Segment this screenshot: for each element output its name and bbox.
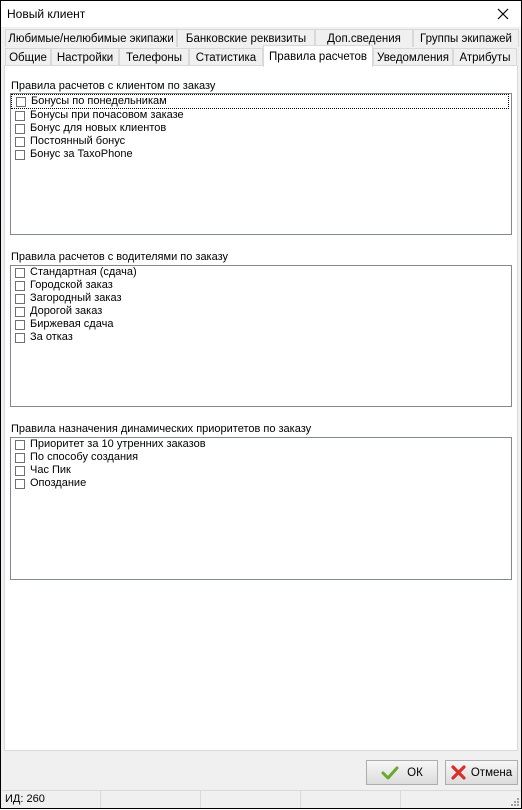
item-label: Бонус для новых клиентов	[30, 122, 167, 134]
list-item[interactable]	[11, 94, 509, 109]
list-item[interactable]	[11, 451, 511, 464]
item-label: Приоритет за 10 утренних заказов	[30, 438, 206, 450]
status-cell-empty	[301, 791, 401, 808]
tab-label: Уведомления	[377, 51, 449, 64]
list-item[interactable]	[11, 109, 511, 122]
tab-label: Общие	[9, 51, 47, 64]
checkbox[interactable]	[15, 320, 25, 330]
resize-grip-icon[interactable]	[508, 795, 520, 807]
checkbox[interactable]	[15, 466, 25, 476]
tab-label: Статистика	[195, 51, 257, 64]
item-label: Бонус за TaxoPhone	[30, 148, 133, 160]
tab-label: Атрибуты	[459, 51, 511, 64]
priority-rules-list[interactable]	[10, 437, 512, 580]
checkbox[interactable]	[15, 453, 25, 463]
checkbox[interactable]	[15, 479, 25, 489]
client-rules-label: Правила расчетов с клиентом по заказу	[11, 80, 216, 92]
ok-label: ОК	[407, 766, 423, 779]
tab-settings[interactable]	[51, 48, 119, 66]
list-item[interactable]	[11, 305, 511, 318]
check-icon	[381, 766, 399, 780]
tab-row-upper	[5, 29, 519, 47]
close-button[interactable]	[493, 4, 513, 24]
item-label: Стандартная (сдача)	[30, 266, 137, 278]
list-item[interactable]	[11, 266, 511, 279]
dialog-footer	[1, 753, 521, 789]
status-cell-empty	[101, 791, 201, 808]
list-item[interactable]	[11, 292, 511, 305]
item-label: Бонусы при почасовом заказе	[30, 109, 184, 121]
tab-label: Правила расчетов	[269, 50, 367, 63]
item-label: Дорогой заказ	[30, 305, 103, 317]
item-label: По способу создания	[30, 451, 139, 463]
checkbox[interactable]	[15, 307, 25, 317]
item-label: За отказ	[30, 331, 73, 343]
window-title: Новый клиент	[7, 7, 86, 21]
tab-attributes[interactable]	[453, 48, 517, 66]
tab-general[interactable]	[5, 48, 51, 66]
tab-label: Группы экипажей	[420, 32, 512, 45]
driver-rules-label: Правила расчетов с водителями по заказу	[11, 251, 229, 263]
tab-payment-rules[interactable]	[263, 45, 373, 67]
checkbox[interactable]	[15, 281, 25, 291]
list-item[interactable]	[11, 135, 511, 148]
status-cell-empty	[201, 791, 301, 808]
status-bar	[1, 790, 521, 808]
driver-rules-list[interactable]	[10, 265, 512, 407]
cancel-button[interactable]	[445, 760, 518, 785]
list-item[interactable]	[11, 438, 511, 451]
priority-rules-label: Правила назначения динамических приоритетов по заказу	[11, 423, 312, 435]
list-item[interactable]	[11, 477, 511, 490]
tab-label: Любимые/нелюбимые экипажи	[8, 32, 174, 45]
checkbox[interactable]	[15, 294, 25, 304]
list-item[interactable]	[11, 464, 511, 477]
status-id: ИД: 260	[1, 791, 101, 808]
cancel-label: Отмена	[470, 766, 513, 779]
close-icon	[497, 8, 509, 20]
tab-label: Доп.сведения	[327, 32, 401, 45]
tab-notifications[interactable]	[373, 48, 453, 66]
item-label: Биржевая сдача	[30, 318, 114, 330]
tab-label: Настройки	[56, 51, 114, 64]
tab-row-lower	[5, 48, 517, 66]
tab-statistics[interactable]	[189, 48, 263, 66]
list-item[interactable]	[11, 279, 511, 292]
checkbox[interactable]	[15, 268, 25, 278]
item-label: Загородный заказ	[30, 292, 122, 304]
tab-panel-payment-rules	[4, 65, 518, 751]
checkbox[interactable]	[15, 124, 25, 134]
item-label: Бонусы по понедельникам	[31, 95, 167, 107]
list-item[interactable]	[11, 318, 511, 331]
item-label: Опоздание	[30, 477, 87, 489]
tab-phones[interactable]	[119, 48, 189, 66]
title-bar	[1, 1, 521, 27]
cross-icon	[451, 765, 466, 780]
item-label: Час Пик	[30, 464, 71, 476]
tab-favorite-crews[interactable]	[5, 29, 177, 47]
tab-label: Банковские реквизиты	[185, 32, 307, 45]
checkbox[interactable]	[15, 333, 25, 343]
tab-label: Телефоны	[126, 51, 182, 64]
tab-crew-groups[interactable]	[413, 29, 519, 47]
list-item[interactable]	[11, 331, 511, 344]
item-label: Городской заказ	[30, 279, 113, 291]
ok-button[interactable]	[366, 760, 438, 785]
checkbox[interactable]	[15, 440, 25, 450]
checkbox[interactable]	[15, 137, 25, 147]
item-label: Постоянный бонус	[30, 135, 126, 147]
list-item[interactable]	[11, 122, 511, 135]
checkbox[interactable]	[16, 97, 26, 107]
list-item[interactable]	[11, 148, 511, 161]
checkbox[interactable]	[15, 111, 25, 121]
checkbox[interactable]	[15, 150, 25, 160]
client-rules-list[interactable]	[10, 93, 512, 235]
